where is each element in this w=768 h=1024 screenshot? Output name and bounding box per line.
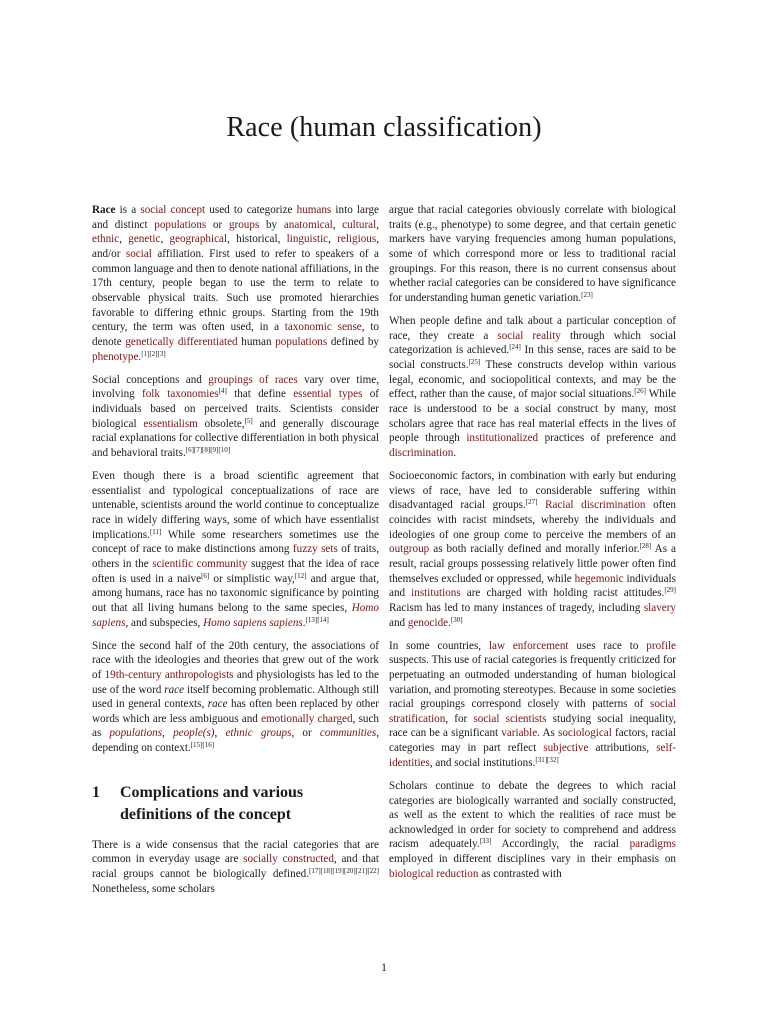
citation[interactable]: [17][18][19][20][21][22] [309, 867, 379, 876]
citation[interactable]: [1][2][3] [141, 349, 166, 358]
wiki-link[interactable]: genetically differentiated [125, 335, 238, 348]
paragraph: Socioeconomic factors, in combination with early but enduring views of race, have led to considerable suffering within disadvantaged racial groups.[27] Racial discrimination often coincides with racist mindsets, whereby the individuals and ideologies of one group come to perceive the members of an outgroup as both racially defined and morally inferior.[28] As a result, racial groups possessing relatively little power often find themselves excluded or oppressed, while hegemonic individuals and institutions are charged with holding racist attitudes.[29] Racism has led to many instances of tragedy, including slavery and genocide.[30] [389, 469, 676, 629]
wiki-link[interactable]: socially constructed [243, 853, 334, 866]
wiki-link[interactable]: social stratification [389, 698, 676, 725]
paragraph: Scholars continue to debate the degrees to which racial categories are biologically warranted and socially constructed, as well as the extent to which the realities of race must be acknowledged in order for society to comprehend and address racism adequately.[33] Accordingly, the racial paradigms employed in different disciplines vary in their emphasis on biological reduction as contrasted with [389, 779, 677, 880]
wiki-link[interactable]: profile [646, 639, 676, 652]
wiki-link[interactable]: folk taxonomies [142, 388, 219, 401]
wiki-link[interactable]: religious [337, 233, 377, 246]
wiki-link[interactable]: social scientists [473, 712, 547, 725]
wiki-link[interactable]: populations [154, 218, 207, 231]
wiki-link[interactable]: genocide [407, 616, 449, 629]
citation[interactable]: [26] [634, 387, 646, 396]
citation[interactable]: [30] [450, 615, 463, 624]
section-title: Complications and various definitions of the concept [120, 783, 304, 823]
wiki-link[interactable]: self-identities [389, 742, 676, 769]
citation[interactable]: [12] [294, 571, 307, 580]
wiki-link[interactable]: paradigms [629, 838, 677, 851]
italic-term: race [164, 683, 185, 696]
citation[interactable]: [13][14] [305, 615, 329, 624]
paragraph: There is a wide consensus that the racial categories that are common in everyday usage are socially constructed, and that racial groups cannot be biologically defined.[17][18][19][20][21][22] Nonetheless, some scholars [92, 838, 379, 895]
wiki-link[interactable]: social [125, 247, 152, 260]
bold-term: Race [92, 204, 116, 216]
citation[interactable]: [23] [581, 290, 593, 299]
citation[interactable]: [4] [218, 387, 227, 396]
wiki-link[interactable]: phenotype [92, 350, 139, 363]
wiki-link[interactable]: Homo sapiens [92, 601, 379, 629]
citation[interactable]: [15][16] [190, 741, 215, 750]
wiki-link[interactable]: populations [109, 727, 163, 740]
wiki-link[interactable]: institutions [411, 587, 461, 600]
paragraph: Race is a social concept used to categorize humans into large and distinct populations or groups by anatomical, cultural, ethnic, genetic, geographical, historical, linguistic, religious, and/or social affiliation. First used to refer to speakers of a common language and then to denote national affiliations, in the 17th century, people began to use the term to relate to observable physical traits. Such use promoted hierarchies favorable to differing ethnic groups. Starting from the 19th century, the term was often used, in a taxonomic sense, to denote genetically differentiated human populations defined by phenotype.[1][2][3] [92, 204, 379, 363]
wiki-link[interactable]: Racial discrimination [545, 499, 646, 512]
paragraph: Even though there is a broad scientific agreement that essentialist and typological conceptualizations of race are untenable, scientists around the world continue to conceptualize race in widely differing ways, some of which have essentialist implications.[11] While some researchers sometimes use the concept of race to make distinctions among fuzzy sets of traits, others in the scientific community suggest that the idea of race often is used in a naive[6] or simplistic way,[12] and argue that, among humans, race has no taxonomic significance by pointing out that all living humans belong to the same species, Homo sapiens, and subspecies, Homo sapiens sapiens.[13][14] [92, 469, 380, 629]
wiki-link[interactable]: institutionalized [466, 432, 539, 445]
citation[interactable]: [25] [468, 357, 481, 366]
wiki-link[interactable]: slavery [643, 601, 676, 614]
wiki-link[interactable]: populations [275, 335, 328, 348]
paragraph: Since the second half of the 20th century, the associations of race with the ideologies and theories that grew out of the work of 19th-century anthropologists and physiologists has led to the use of the word race itself becoming problematic. Although still used in general contexts, race has often been replaced by other words which are less ambiguous and emotionally charged, such as populations, people(s), ethnic groups, or communities, depending on context.[15][16] [92, 639, 380, 755]
wiki-link[interactable]: scientific community [152, 557, 248, 570]
paragraph: In some countries, law enforcement uses race to profile suspects. This use of racial categories is frequently criticized for perpetuating an outmoded understanding of human biological variation, and promoting stereotypes. Because in some societies racial groupings correspond closely with patterns of social stratification, for social scientists studying social inequality, race can be a significant variable. As sociological factors, racial categories may in part reflect subjective attributions, self-identities, and social institutions.[31][32] [389, 639, 676, 769]
wiki-link[interactable]: linguistic [286, 233, 329, 246]
wiki-link[interactable]: people(s) [173, 727, 215, 740]
wiki-link[interactable]: humans [296, 204, 332, 216]
wiki-link[interactable]: discrimination [389, 446, 454, 459]
wiki-link[interactable]: 19th-century anthropologists [104, 668, 234, 681]
citation[interactable]: [6] [201, 571, 210, 580]
paragraph: When people define and talk about a particular conception of race, they create a social reality through which social categorization is achieved.[24] In this sense, races are said to be social constructs.[25] These constructs develop within various legal, economic, and sociopolitical contexts, and may be the effect, rather than the cause, of major social situations.[26] While race is understood to be a social construct by many, most scholars agree that race has real material effects in the lives of people through institutionalized practices of preference and discrimination. [389, 314, 677, 459]
wiki-link[interactable]: variable [501, 727, 538, 740]
wiki-link[interactable]: social concept [140, 204, 206, 216]
page-number: 1 [381, 960, 387, 974]
wiki-link[interactable]: fuzzy sets [292, 543, 338, 556]
citation[interactable]: [5] [244, 416, 253, 425]
wiki-link[interactable]: law enforcement [488, 639, 569, 652]
citation[interactable]: [27] [525, 498, 538, 507]
italic-term: race [207, 698, 228, 711]
right-column [389, 203, 676, 890]
citation[interactable]: [29] [664, 586, 676, 595]
wiki-link[interactable]: ethnic groups [225, 727, 292, 740]
wiki-link[interactable]: hegemonic [574, 572, 624, 585]
wiki-link[interactable]: social reality [497, 329, 561, 342]
left-column [92, 203, 379, 905]
wiki-link[interactable]: groupings of races [208, 373, 298, 386]
wiki-link[interactable]: taxonomic sense [284, 321, 362, 334]
wiki-link[interactable]: Homo sapiens sapiens [203, 616, 303, 629]
wiki-link[interactable]: genetic [128, 233, 161, 246]
paragraph: argue that racial categories obviously correlate with biological traits (e.g., phenotype) to some degree, and that certain genetic markers have varying frequencies among human populations, some of which correspond more or less to traditional racial groupings. For this reason, there is no current consensus about whether racial categories can be considered to have significance for understanding human genetic variation.[23] [389, 204, 676, 304]
wiki-link[interactable]: emotionally charged [261, 712, 353, 725]
citation[interactable]: [31][32] [535, 755, 559, 764]
wiki-link[interactable]: essential types [293, 388, 363, 401]
wiki-link[interactable]: subjective [543, 742, 589, 755]
wiki-link[interactable]: communities [319, 727, 377, 740]
wiki-link[interactable]: anatomical [283, 218, 333, 231]
wiki-link[interactable]: groups [228, 218, 260, 231]
wiki-link[interactable]: geographical [169, 233, 228, 246]
wiki-link[interactable]: ethnic [92, 233, 120, 246]
citation[interactable]: [33] [479, 837, 492, 846]
wiki-link[interactable]: biological reduction [389, 867, 479, 880]
section-number: 1 [92, 783, 100, 801]
citation[interactable]: [11] [149, 527, 162, 536]
wiki-link[interactable]: outgroup [389, 543, 430, 556]
wiki-link[interactable]: essentialism [143, 417, 198, 430]
paragraph: Social conceptions and groupings of races vary over time, involving folk taxonomies[4] that define essential types of individuals based on perceived traits. Scientists consider biological essentialism obsolete,[5] and generally discourage racial explanations for collective differentiation in both physical and behavioral traits.[6][7][8][9][10] [92, 373, 379, 459]
wiki-link[interactable]: sociological [558, 727, 612, 740]
citation[interactable]: [24] [509, 343, 521, 352]
page-title: Race (human classification) [226, 112, 542, 143]
section-heading [92, 782, 379, 826]
wiki-link[interactable]: cultural [342, 218, 377, 231]
citation[interactable]: [6][7][8][9][10] [185, 445, 231, 454]
citation[interactable]: [28] [639, 542, 652, 551]
